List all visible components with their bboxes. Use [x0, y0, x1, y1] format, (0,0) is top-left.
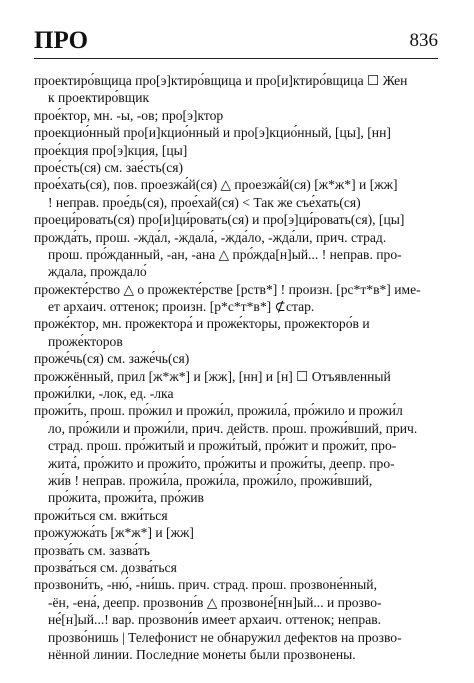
entry-continuation-line: не́[н]ый...! вар. прозвони́в имеет архаич. оттенок; неправ. [48, 612, 382, 628]
entry-line: проже́чь(ся) см. заже́чь(ся) [34, 351, 190, 367]
entry-line: проектиро́вщица про[э]ктиро́вщица и про[и]ктиро́вщица ☐ Жен [34, 73, 408, 88]
entry-continuation-line: к проектиро́вщик [48, 90, 150, 106]
entry-line: прожи́лки, -лок, ед. -лка [34, 386, 174, 402]
entry-line: прожжённый, прил [ж*ж*] и [жж], [нн] и [н] ☐ Отъявленный [34, 368, 391, 384]
header-rule [34, 58, 438, 59]
entry-continuation-line: жи́в ! неправ. прожи́ла, прожи́ла, прожи́ло, прожи́вший, [48, 472, 373, 488]
page-header [34, 26, 438, 58]
entry-continuation-line: -ён, -ена́, деепр. прозвони́в △ прозвоне́[нн]ый... и прозво- [48, 594, 382, 610]
entry-continuation-line: ет архаич. оттенок; произн. [р*с*т*в*] ⊄стар. [48, 299, 315, 315]
entry-line: прое́кция про[э]кция, [цы] [34, 142, 188, 158]
entry-line: прожда́ть, прош. -жда́л, -ждала́, -жда́ло, -жда́ли, прич. страд. [34, 229, 387, 245]
running-headword: ПРО [34, 27, 89, 54]
entry-continuation-line: прош. про́жданный, -ан, -ана △ про́жда[н]ый... ! неправ. про- [48, 246, 402, 262]
entry-line: прожужжа́ть [ж*ж*] и [жж] [34, 525, 194, 541]
entry-line: проже́ктор, мн. прожектора́ и проже́кторы, прожекторо́в и [34, 316, 370, 332]
entry-continuation-line: ! неправ. прое́дь(ся), прое́хай(ся) < Так же съе́хать(ся) [48, 194, 361, 210]
entry-line: прожи́ться см. вжи́ться [34, 507, 168, 523]
entry-continuation-line: нённой линии. Последние монеты были прозвонены. [48, 646, 356, 662]
entry-list [34, 72, 438, 663]
entry-continuation-line: страд. прош. про́житый и прожи́тый, про́жит и прожи́т, про- [48, 438, 397, 454]
page-number: 836 [409, 30, 438, 51]
entry-line: прозва́ться см. дозва́ться [34, 559, 177, 575]
entry-line: проекцио́нный про[и]кцио́нный и про[э]кцио́нный, [цы], [нн] [34, 125, 391, 141]
entry-line: прозвони́ть, -ню́, -ни́шь. прич. страд. прош. прозвоне́нный, [34, 577, 377, 593]
entry-line: прое́сть(ся) см. зае́сть(ся) [34, 159, 184, 175]
entry-continuation-line: ло, про́жили и прожи́ли, прич. действ. прош. прожи́вший, прич. [48, 420, 418, 436]
entry-line: проеци́ровать(ся) про[и]ци́ровать(ся) и про[э]ци́ровать(ся), [цы] [34, 212, 405, 228]
entry-continuation-line: про́жита, прожи́та, про́жив [48, 490, 204, 506]
entry-line: прожекте́рство △ о прожекте́рстве [рств*] ! произн. [рс*т*в*] име- [34, 281, 421, 297]
entry-line: прожи́ть, прош. про́жил и прожи́л, прожила́, про́жило и прожи́л [34, 403, 403, 419]
entry-continuation-line: проже́кторов [48, 333, 123, 349]
entry-line: прое́хать(ся), пов. проезжа́й(ся) △ проезжа́й(ся) [ж*ж*] и [жж] [34, 177, 398, 193]
entry-line: прое́ктор, мн. -ы, -ов; про[э]ктор [34, 107, 224, 123]
entry-continuation-line: жита́, про́жито и прожи́то, про́житы и прожи́ты, деепр. про- [48, 455, 395, 471]
entry-continuation-line: ждала, прождало́ [48, 264, 147, 280]
entry-continuation-line: прозво́нишь | Телефонист не обнаружил дефектов на прозво- [48, 629, 402, 645]
entry-line: прозва́ть см. зазва́ть [34, 542, 150, 558]
